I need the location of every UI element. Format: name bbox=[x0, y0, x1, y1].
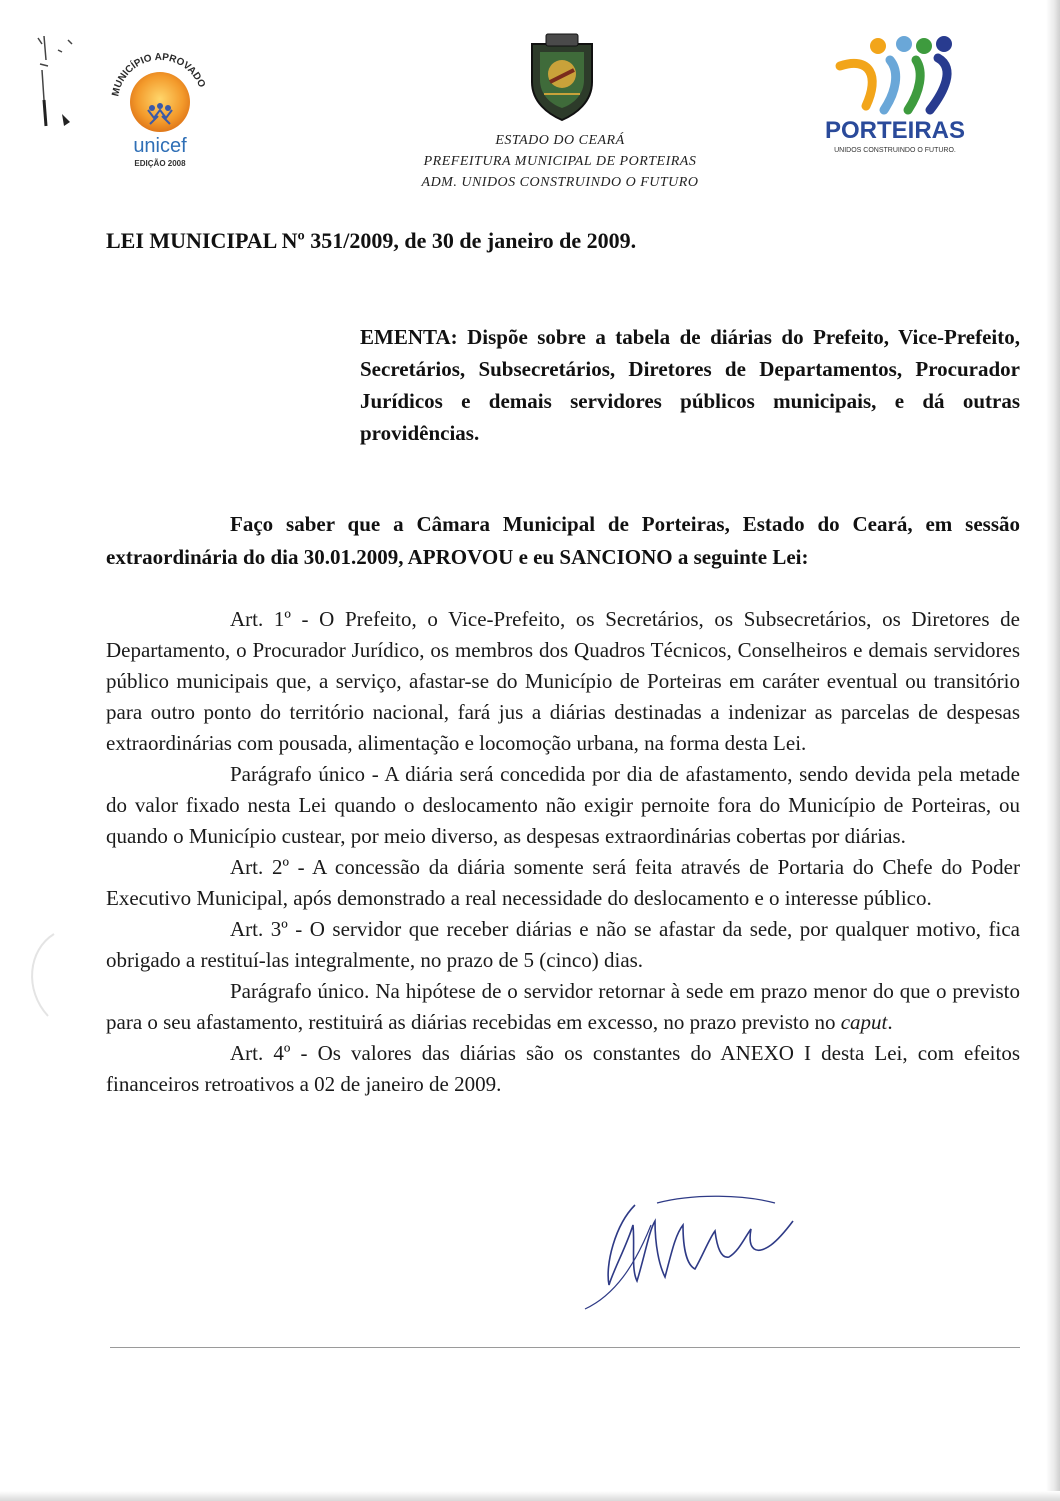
unicef-seal-logo bbox=[100, 40, 220, 180]
article-3-sole-paragraph-end: . bbox=[887, 1010, 893, 1034]
footer-rule bbox=[110, 1347, 1020, 1348]
handwritten-signature bbox=[575, 1185, 805, 1315]
article-3-sole-paragraph bbox=[106, 976, 1020, 1038]
seal-arc-text: MUNICÍPIO APROVADO bbox=[110, 51, 208, 98]
law-title: LEI MUNICIPAL Nº 351/2009, de 30 de janeiro de 2009. bbox=[106, 228, 637, 253]
caput-term: caput bbox=[840, 1010, 888, 1034]
article-2: Art. 2º - A concessão da diária somente será feita através de Portaria do Chefe do Poder Executivo Municipal, após demonstrado a real necessidade do deslocamento e o interesse público. bbox=[106, 855, 1020, 910]
scan-scribble bbox=[28, 30, 88, 140]
article-3-sole-paragraph-text: Parágrafo único. Na hipótese de o servidor retornar à sede em prazo menor do que o previsto para o seu afastamento, restituirá as diárias recebidas em excesso, no prazo previsto no bbox=[106, 979, 1020, 1034]
scan-edge-right bbox=[1046, 0, 1060, 1501]
law-articles bbox=[106, 604, 1020, 1100]
porteiras-logo bbox=[820, 36, 970, 158]
letterhead bbox=[380, 130, 740, 193]
state-crest-icon bbox=[524, 30, 600, 122]
seal-edition: EDIÇÃO 2008 bbox=[134, 159, 186, 168]
article-1-sole-paragraph: Parágrafo único - A diária será concedida por dia de afastamento, sendo devida pela metade do valor fixado nesta Lei quando o deslocamento não exigir pernoite fora do Município de Porteiras, ou quando o Município custear, por meio diverso, as despesas extraordinárias cobertas por diárias. bbox=[106, 762, 1020, 848]
letterhead-state: ESTADO DO CEARÁ bbox=[495, 133, 625, 148]
ementa: EMENTA: Dispõe sobre a tabela de diárias do Prefeito, Vice-Prefeito, Secretários, Subsecretários, Diretores de Departamentos, Procurador Jurídicos e demais servidores públicos municipais, e dá outras providências. bbox=[360, 325, 1020, 445]
article-3: Art. 3º - O servidor que receber diárias e não se afastar da sede, por qualquer motivo, fica obrigado a restituí-las integralmente, no prazo de 5 (cinco) dias. bbox=[106, 917, 1020, 972]
porteiras-wordmark: PORTEIRAS bbox=[824, 117, 966, 144]
enactment-clause: Faço saber que a Câmara Municipal de Porteiras, Estado do Ceará, em sessão extraordinária do dia 30.01.2009, APROVOU e eu SANCIONO a seguinte Lei: bbox=[106, 512, 1020, 569]
porteiras-tagline: UNIDOS CONSTRUINDO O FUTURO. bbox=[834, 147, 956, 154]
unicef-wordmark: unicef bbox=[133, 135, 187, 157]
letterhead-prefecture: PREFEITURA MUNICIPAL DE PORTEIRAS bbox=[423, 154, 697, 169]
scan-smudge bbox=[18, 930, 58, 1020]
scan-edge-bottom bbox=[0, 1491, 1060, 1501]
letterhead-administration: ADM. UNIDOS CONSTRUINDO O FUTURO bbox=[421, 175, 699, 190]
article-4: Art. 4º - Os valores das diárias são os constantes do ANEXO I desta Lei, com efeitos financeiros retroativos a 02 de janeiro de 2009. bbox=[106, 1041, 1020, 1096]
article-1: Art. 1º - O Prefeito, o Vice-Prefeito, os Secretários, os Subsecretários, os Diretores de Departamento, o Procurador Jurídico, os membros dos Quadros Técnicos, Conselheiros e demais servidores público municipais que, a serviço, afastar-se do Município de Porteiras em caráter eventual ou transitório para outro ponto do território nacional, fará jus a diárias destinadas a indenizar as parcelas de despesas extraordinárias com pousada, alimentação e locomoção urbana, na forma desta Lei. bbox=[106, 607, 1020, 755]
